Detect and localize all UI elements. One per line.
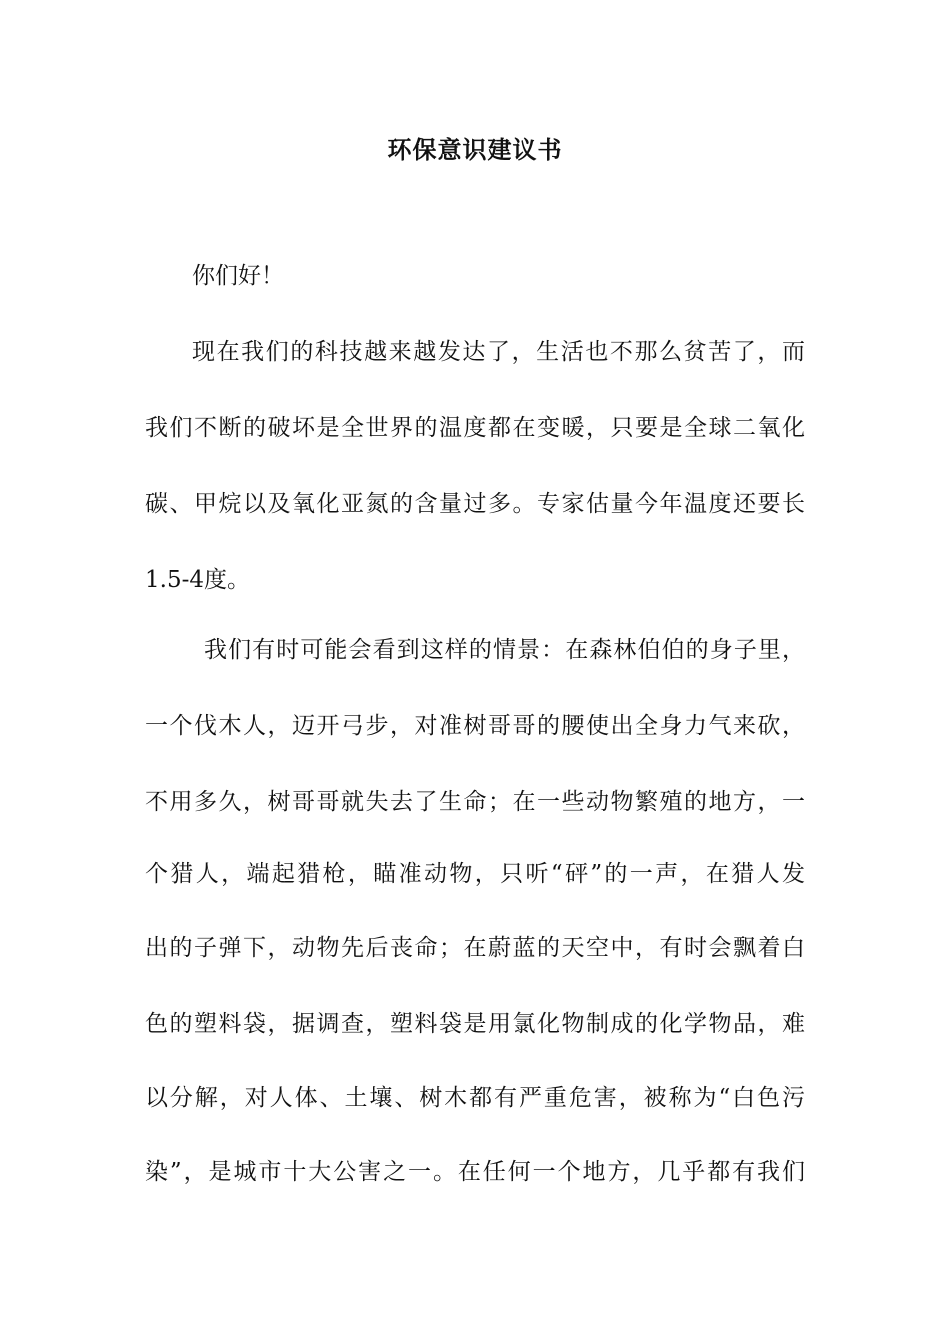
paragraph-line: 一个伐木人，迈开弓步，对准树哥哥的腰使出全身力气来砍， [145, 713, 805, 739]
paragraph-line: 现在我们的科技越来越发达了，生活也不那么贫苦了，而 [192, 339, 805, 365]
paragraph-line: 染”，是城市十大公害之一。在任何一个地方，几乎都有我们 [145, 1159, 805, 1185]
paragraph-line: 色的塑料袋，据调查，塑料袋是用氯化物制成的化学物品，难 [145, 1011, 805, 1037]
document-title: 环保意识建议书 [387, 135, 563, 164]
paragraph-line: 不用多久，树哥哥就失去了生命；在一些动物繁殖的地方，一 [145, 789, 805, 815]
paragraph-line: 以分解，对人体、土壤、树木都有严重危害，被称为“白色污 [145, 1085, 805, 1111]
greeting: 你们好！ [192, 263, 284, 289]
paragraph-line: 我们不断的破坏是全世界的温度都在变暖，只要是全球二氧化 [145, 415, 805, 441]
paragraph-line: 我们有时可能会看到这样的情景：在森林伯伯的身子里， [204, 637, 805, 663]
paragraph-line: 1.5-4度。 [145, 567, 250, 593]
paragraph-line: 碳、甲烷以及氧化亚氮的含量过多。专家估量今年温度还要长 [145, 491, 805, 517]
paragraph-line: 出的子弹下，动物先后丧命；在蔚蓝的天空中，有时会飘着白 [145, 935, 805, 961]
paragraph-line: 个猎人，端起猎枪，瞄准动物，只听“砰”的一声，在猎人发 [145, 861, 805, 887]
